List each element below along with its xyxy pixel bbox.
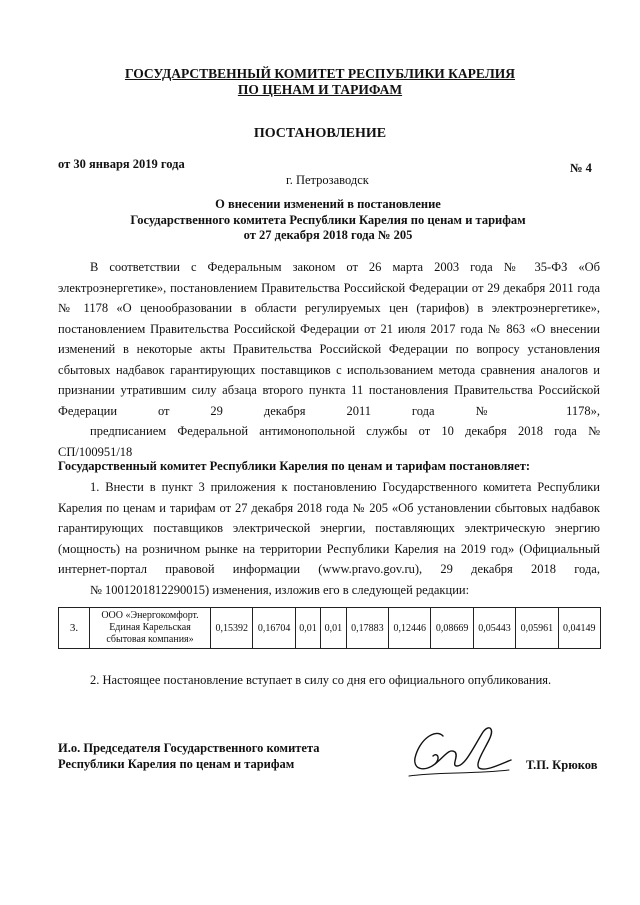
point1-text: 1. Внести в пункт 3 приложения к постановлению Государственного комитета Республики Карелия по ценам и тарифам от 27 декабря 2018 года № 205 «Об установлении сбытовых надбавок гарантирующих поставщиков электрической энергии, поставляющих электрическую энергию (мощность) на розничном рынке на территории Республики Карелия на 2019 год» (Официальный интернет-портал правовой информации (www.pravo.gov.ru), 29 декабря 2018 года, <box>58 480 600 576</box>
preamble-paragraph <box>58 257 600 462</box>
rate-cell: 0,08669 <box>431 608 473 649</box>
rate-cell: 0,17883 <box>346 608 388 649</box>
org-name-line1: ГОСУДАРСТВЕННЫЙ КОМИТЕТ РЕСПУБЛИКИ КАРЕЛИЯ <box>124 66 516 81</box>
signatory-title-line2: Республики Карелия по ценам и тарифам <box>58 757 295 771</box>
point1-last-line: № 1001201812290015) изменения, изложив его в следующей редакции: <box>90 582 470 597</box>
subject-line3: от 27 декабря 2018 года № 205 <box>243 228 413 242</box>
document-subject <box>58 197 598 244</box>
preamble-text: В соответствии с Федеральным законом от 26 марта 2003 года № 35-ФЗ «Об электроэнергетике», постановлением Правительства Российской Федерации от 29 декабря 2011 года № 1178 «О ценообразовании в области регулируемых цен (тарифов) в электроэнергетике», постановлением Правительства Российской Федерации от 21 июля 2017 года № 863 «О внесении изменений в некоторые акты Правительства Российской Федерации по вопросу установления сбытовых надбавок гарантирующих поставщиков с использованием метода сравнения аналогов и признании утратившим силу абзаца второго пункта 11 постановления Правительства Российской Федерации от 29 декабря 2011 года № 1178», <box>58 260 600 418</box>
org-name-cell: ООО «Энергокомфорт. Единая Карельская сбытовая компания» <box>90 608 211 649</box>
subject-line1: О внесении изменений в постановление <box>215 197 441 211</box>
row-index-cell: 3. <box>59 608 90 649</box>
document-number: № 4 <box>570 161 592 175</box>
signatory-title-line1: И.о. Председателя Государственного комитета <box>58 741 320 755</box>
rate-cell: 0,15392 <box>211 608 253 649</box>
point2-paragraph: 2. Настоящее постановление вступает в силу со дня его официального опубликования. <box>90 673 552 687</box>
rates-table <box>58 607 601 649</box>
document-date: от 30 января 2019 года <box>58 157 185 171</box>
document-type-title: ПОСТАНОВЛЕНИЕ <box>253 126 387 141</box>
subject-line2: Государственного комитета Республики Карелия по ценам и тарифам <box>130 212 526 227</box>
rate-cell: 0,05443 <box>473 608 515 649</box>
table-row <box>59 608 601 649</box>
rate-cell: 0,12446 <box>389 608 431 649</box>
rate-cell: 0,04149 <box>558 608 600 649</box>
rate-cell: 0,16704 <box>253 608 295 649</box>
document-city: г. Петрозаводск <box>286 173 369 187</box>
handwritten-signature <box>405 718 515 788</box>
preamble-last-line: предписанием Федеральной антимонопольной службы от 10 декабря 2018 года № СП/100951/18 <box>58 424 600 459</box>
rate-cell: 0,01 <box>295 608 320 649</box>
mandate-line: Государственный комитет Республики Карелия по ценам и тарифам постановляет: <box>58 459 530 473</box>
org-name-line2: ПО ЦЕНАМ И ТАРИФАМ <box>237 82 403 97</box>
signatory-name: Т.П. Крюков <box>526 758 598 772</box>
signatory-title <box>58 740 320 772</box>
point1-paragraph <box>58 477 600 600</box>
rate-cell: 0,01 <box>321 608 346 649</box>
rate-cell: 0,05961 <box>516 608 558 649</box>
